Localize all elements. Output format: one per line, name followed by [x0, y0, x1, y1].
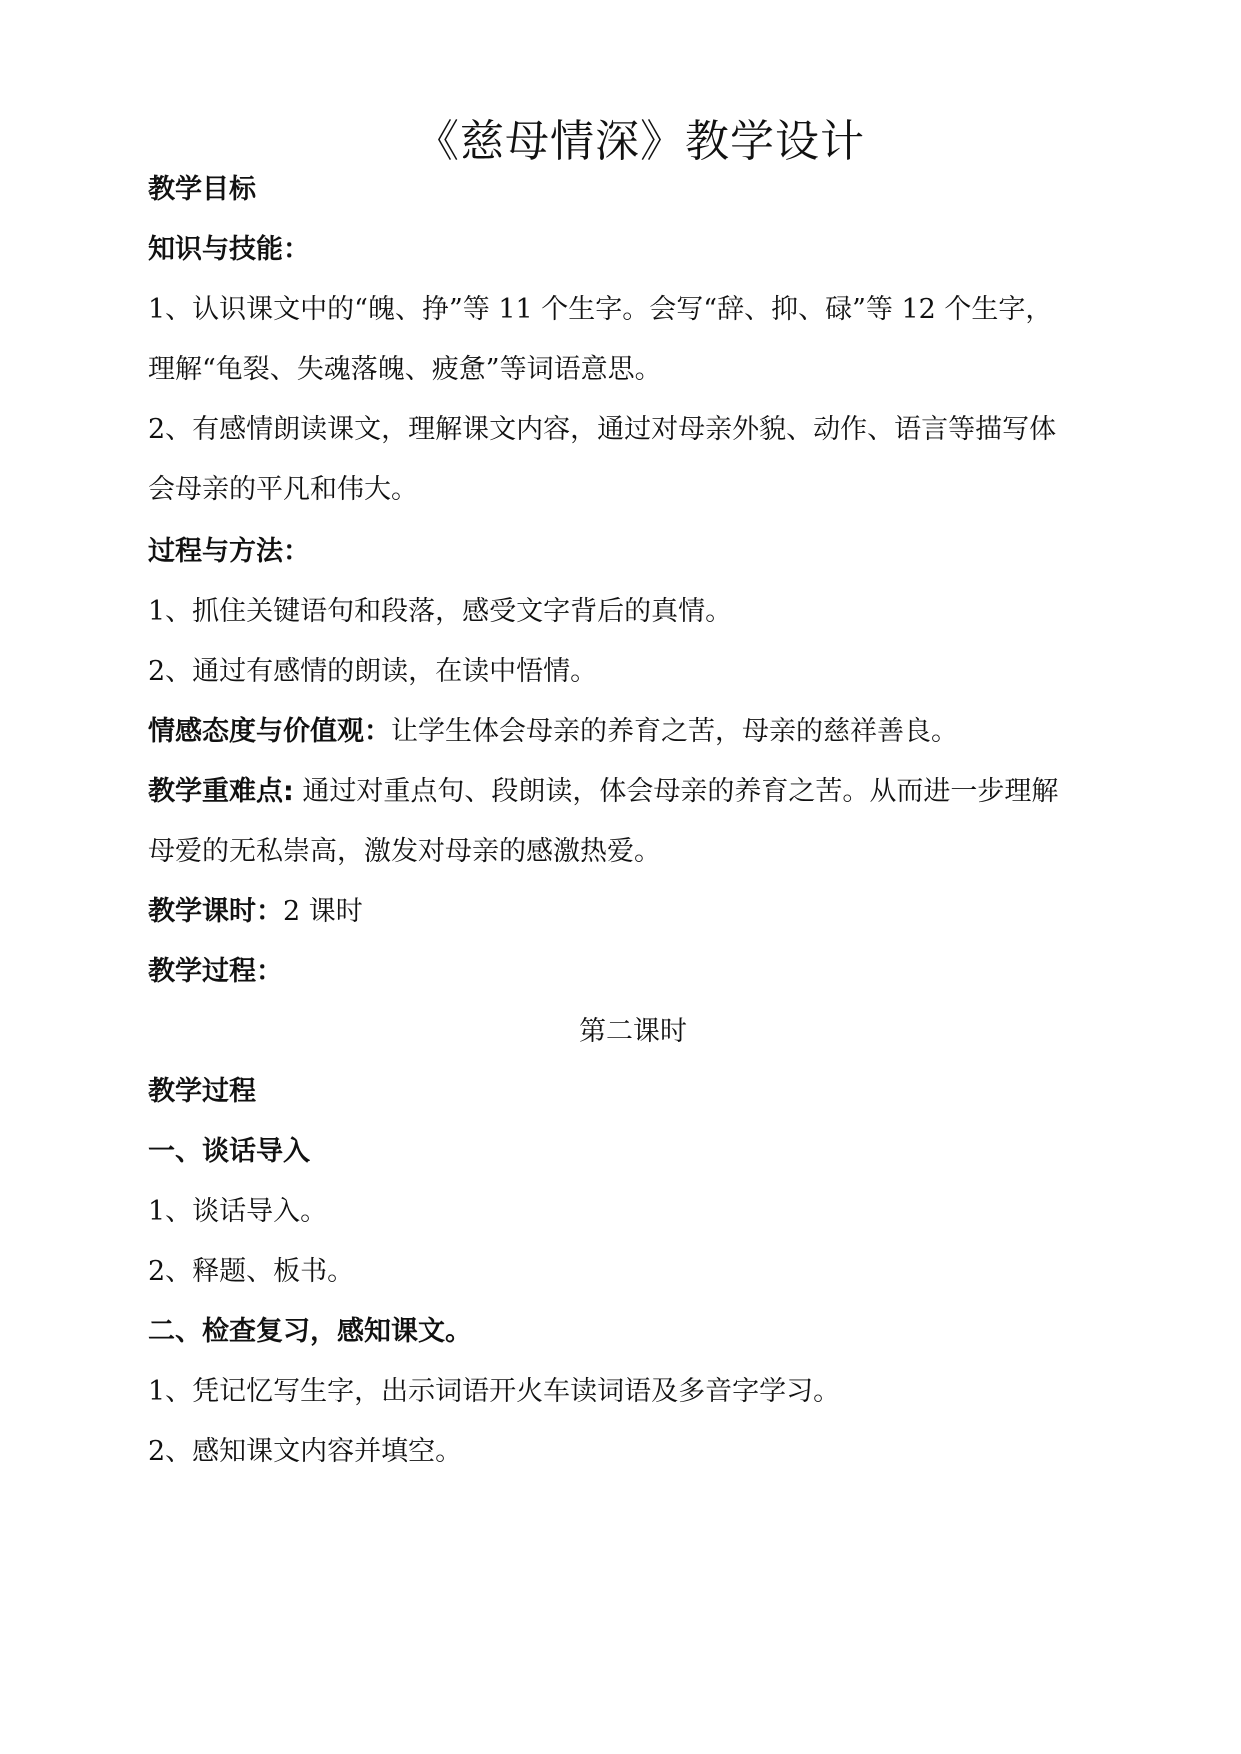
- objectives-heading: 教学目标: [148, 174, 256, 205]
- emotion-label: 情感态度与价值观：: [148, 716, 391, 747]
- process-method-item2: 2、通过有感情的朗读，在读中悟情。: [148, 656, 598, 687]
- process-heading-2: 教学过程: [148, 1076, 256, 1107]
- key-points-label: 教学重难点:: [148, 776, 294, 807]
- process-heading: 教学过程：: [148, 956, 283, 987]
- hours-value: 2 课时: [283, 896, 363, 927]
- document-title: 《慈母情深》教学设计: [415, 116, 865, 167]
- section1-item1: 1、谈话导入。: [148, 1196, 328, 1227]
- section2-item2: 2、感知课文内容并填空。: [148, 1436, 463, 1467]
- hours-label: 教学课时：: [148, 896, 283, 927]
- emotion-paragraph: [148, 712, 1118, 752]
- section2-heading: 二、检查复习，感知课文。: [148, 1316, 472, 1347]
- key-points-line2: 母爱的无私崇高，激发对母亲的感激热爱。: [148, 836, 661, 867]
- knowledge-item1-line1: 1、认识课文中的“魄、挣”等 11 个生字。会写“辞、抑、碌”等 12 个生字，: [148, 294, 1053, 325]
- knowledge-heading: 知识与技能：: [148, 234, 310, 265]
- second-lesson-label: 第二课时: [579, 1016, 687, 1047]
- section2-item1: 1、凭记忆写生字，出示词语开火车读词语及多音字学习。: [148, 1376, 841, 1407]
- knowledge-item1-line2: 理解“龟裂、失魂落魄、疲惫”等词语意思。: [148, 354, 662, 385]
- hours-paragraph: [148, 892, 1118, 932]
- process-method-item1: 1、抓住关键语句和段落，感受文字背后的真情。: [148, 596, 733, 627]
- section1-item2: 2、释题、板书。: [148, 1256, 355, 1287]
- key-points-paragraph: [148, 772, 1118, 812]
- knowledge-item2-line2: 会母亲的平凡和伟大。: [148, 474, 418, 505]
- knowledge-item2-line1: 2、有感情朗读课文，理解课文内容，通过对母亲外貌、动作、语言等描写体: [148, 414, 1057, 445]
- process-method-heading: 过程与方法：: [148, 536, 310, 567]
- section1-heading: 一、谈话导入: [148, 1136, 310, 1167]
- emotion-text: 让学生体会母亲的养育之苦，母亲的慈祥善良。: [391, 716, 958, 747]
- key-points-line1: 通过对重点句、段朗读，体会母亲的养育之苦。从而进一步理解: [293, 776, 1059, 807]
